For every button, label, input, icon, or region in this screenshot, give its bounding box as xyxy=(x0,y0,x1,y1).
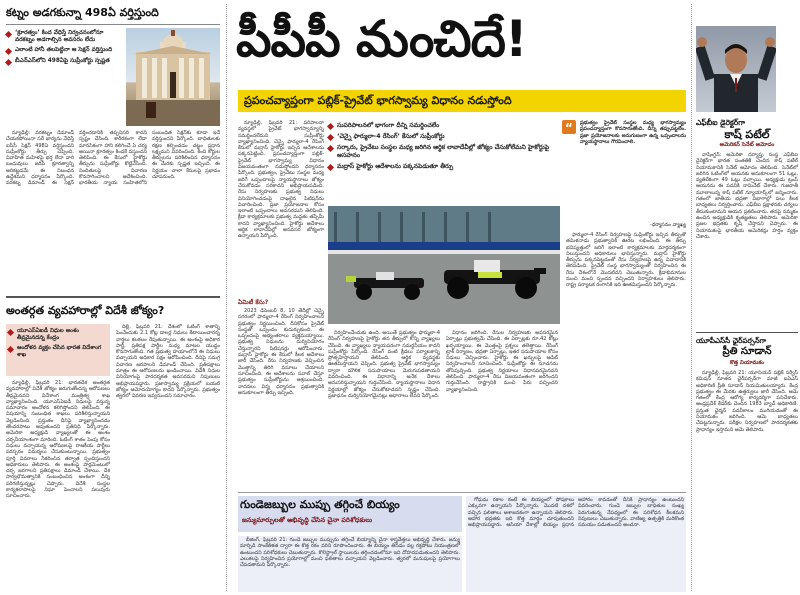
race-photo xyxy=(328,206,560,324)
story1-bullet: ‘క్రూరత్వం’ కింద వేధిస్తే నిర్వచనంలోనూ వరకట్నం అడగాల్సిన అవసరం లేదు xyxy=(6,30,124,44)
bottom-col2: గోధుమ రకాల కంటే ఈ బియ్యంలో పోషకాలు ఎక్కువగా ఉన్నాయని పేర్కొన్నారు. మొదటి దశలో వచ్చిన ఫలితాలు ఆశాజనకంగా ఉన్నాయని తెలిపారు. ఆహార భద్రతకు ఇది కొత్త మార్గం చూపుతుందని అభిప్రాయపడ్డారు. ఆసియా దేశాల్లో బియ్యం ప్రధాన ఆహారం కావడంతో దీనికి ప్రాధాన్యం ఉంటుందని వివరించారు. గుండె జబ్బుల బాధితుల సంఖ్య పెరుగుతున్న నేపథ్యంలో ఈ పరిశోధన కీలకమని నిపుణులు చెబుతున్నారు. వాణిజ్య ఉత్పత్తికి మరికొంత సమయం పడుతుందని అంచనా. xyxy=(466,496,686,592)
main-bullet: ‘చెన్నై ఫార్ములా-4 రేసింగ్‌’ కేసులో సుప్రీంకోర్టు xyxy=(328,133,556,141)
main-bullet: సుపరిపాలనలో భాగంగా దీన్ని సమర్థించలేం xyxy=(328,122,556,130)
story2-headline: అంతర్గత వ్యవహారాల్లో విదేశీ జోక్యం? xyxy=(6,304,165,317)
main-bullet: సర్కారు, ప్రైవేటు సంస్థల మధ్య జరిగిన ఆర్థిక లావాదేవీల్లో జోక్యం చేసుకోలేమని హైకోర్టుపై అసహనం xyxy=(328,144,556,160)
bottom-headline: గుండెజబ్బుల ముప్పు తగ్గించే బియ్యం xyxy=(240,498,400,511)
right-story2-body: న్యూఢిల్లీ, ఫిబ్రవరి 21: యూనియన్ పబ్లిక్ సర్వీస్ కమిషన్ నూతన ఛైర్‌పర్సన్‌గా మాజీ ఐఏఎస్ అధికారిణి ప్రీతి సూడాన్ నియమితులయ్యారు. కేంద్ర ప్రభుత్వం ఈ మేరకు ఉత్తర్వులు జారీ చేసింది. ఆమె గతంలో కేంద్ర ఆరోగ్య కార్యదర్శిగా పనిచేశారు. ఆంధ్రప్రదేశ్ కేడర్‌కు చెందిన 1983 బ్యాచ్ అధికారిణి. ప్రస్తుత ఛైర్మన్ పదవీకాలం ముగియడంతో ఈ నియామకం జరిగింది. ఆమె బాధ్యతలు చేపట్టనున్నారు. పరీక్షల నిర్వహణలో పారదర్శకతకు ప్రాధాన్యం ఇస్తామని ఆమె తెలిపారు. xyxy=(696,370,798,433)
bottom-col1: బీజింగ్, ఫిబ్రవరి 21: గుండె జబ్బుల ముప్పును తగ్గించే బియ్యాన్ని చైనా శాస్త్రవేత్తలు అభివృద్ధి చేశారు. జన్యు మార్పిడి సాంకేతికత ద్వారా ఈ కొత్త రకం వరిని రూపొందించారు. ఈ బియ్యం తినడం వల్ల రక్తపోటు నియంత్రణలో ఉంటుందని పరిశోధకులు చెబుతున్నారు. కొలెస్ట్రాల్ స్థాయిలను తగ్గించడంలోనూ ఇది దోహదపడుతుందని తెలిపారు. ఎలుకలపై నిర్వహించిన ప్రయోగాల్లో మంచి ఫలితాలు వచ్చాయని వెల్లడించారు. త్వరలో మనుషులపై ప్రయోగాలు చేపడతామని పేర్కొన్నారు. xyxy=(238,536,462,592)
story1-bullets xyxy=(6,30,124,68)
story2-bullet: ఆందోళన వ్యక్తం చేసిన భారత విదేశాంగ శాఖ xyxy=(8,345,108,359)
main-col1-body: 2023 డిసెంబర్ 8, 10 తేదీల్లో చెన్నై నగరంలో ఫార్ములా-4 రేసింగ్ నిర్వహించాలని ప్రభుత్వం నిర్ణయించింది. దీనికోసం ప్రైవేట్ సంస్థతో ఒప్పందం కుదుర్చుకుంది. ఈ ఒప్పందంపై అభ్యంతరాలు వ్యక్తమయ్యాయి. ప్రభుత్వ నిధులను దుర్వినియోగం చేస్తున్నారని పిటిషనర్లు ఆరోపించారు. మద్రాస్ హైకోర్టు ఈ కేసులో కీలక ఆదేశాలు జారీ చేసింది. రేసు నిర్వహణకు వెచ్చించిన మొత్తాన్ని తిరిగి వసూలు చేయాలని సూచించింది. ఈ ఆదేశాలను సవాల్ చేస్తూ ప్రభుత్వం సుప్రీంకోర్టును ఆశ్రయించింది. వాదనలు విన్న ధర్మాసనం ప్రభుత్వానికి అనుకూలంగా తీర్పు ఇచ్చింది. xyxy=(238,308,324,396)
story2-body: న్యూఢిల్లీ, ఫిబ్రవరి 21: భారతదేశ అంతర్గత వ్యవహారాల్లో విదేశీ జోక్యం జరుగుతోందన్న ఆరోపణలు తీవ్రమైనవని విదేశాంగ మంత్రిత్వ శాఖ వ్యాఖ్యానించింది. యూఎస్ఏఐడీ నిధులపై వస్తున్న సమాచారం ఆందోళన కలిగిస్తోందని తెలిపింది. ఈ విషయాన్ని సంబంధిత శాఖలు పరిశీలిస్తున్నాయని వెల్లడించింది. ప్రస్తుతం దీనిపై వ్యాఖ్యానించడం తొందరపాటు అవుతుందని ప్రతినిధి పేర్కొన్నారు. అమెరికా అధ్యక్షుడి వ్యాఖ్యలతో ఈ అంశం చర్చనీయాంశంగా మారింది. ఓటింగ్ శాతం పెంపు కోసం నిధులు వచ్చాయన్న ఆరోపణలపై రాజకీయ పార్టీలు పరస్పరం విమర్శలు చేసుకుంటున్నాయి. ప్రభుత్వం పూర్తి వివరాలు సేకరించిన తర్వాత స్పందిస్తుందని అధికారులు తెలిపారు. ఈ అంశంపై పార్లమెంటులో చర్చ జరగాలని ప్రతిపక్షాలు డిమాండ్ చేశాయి. దేశ సార్వభౌమత్వానికి సంబంధించిన అంశంగా దీన్ని పరిగణిస్తున్నట్లు చెప్పారు. విదేశీ సంస్థల కార్యకలాపాలపై నిఘా పెంచాలని పలువురు సూచించారు. xyxy=(6,380,110,500)
story2-bullets xyxy=(8,328,108,362)
main-col2: నిర్వహించేందుకు ఉంది. అయితే ప్రభుత్వం ఫార్ములా-4 రేసింగ్ నిర్వహణపై హైకోర్టు తన తీర్పులో కొన్ని వ్యాఖ్యలు చేసింది. ఈ వ్యాఖ్యలు న్యాయపరంగా సమర్థనీయం కాదని సుప్రీంకోర్టు పేర్కొంది. రేసింగ్ వంటి క్రీడలు పర్యాటకాన్ని ప్రోత్సహిస్తాయని తెలిపింది. ఆర్థిక వ్యవస్థకు ఊతమిస్తాయని చెప్పింది. ప్రభుత్వ ప్రైవేట్ భాగస్వామ్యం ద్వారా మౌలిక సదుపాయాలు మెరుగుపడతాయని వివరించింది. ఈ విధానాన్ని అనేక దేశాలు అనుసరిస్తున్నాయని గుర్తుచేసింది. న్యాయస్థానాలు విధాన నిర్ణయాల్లో జోక్యం చేసుకోకూడదని స్పష్టం చేసింది. ప్రజాధనం దుర్వినియోగమైనట్లు ఆధారాలు లేవని పేర్కొంది. xyxy=(328,330,440,399)
right-story2-kicker: యూపీఎస్‌సీ ఛైర్‌పర్సన్‌గా xyxy=(696,336,767,345)
right-story1-body: వాషింగ్టన్: అమెరికా దర్యాప్తు సంస్థ ఎఫ్‌బీఐ డైరెక్టర్‌గా భారత సంతతికి చెందిన కాష్ పటేల్ నియామకానికి సెనేట్ ఆమోదం తెలిపింది. సెనేట్‌లో జరిగిన ఓటింగ్‌లో ఆయనకు అనుకూలంగా 51 ఓట్లు, వ్యతిరేకంగా 49 ఓట్లు వచ్చాయి. అధ్యక్షుడు ట్రంప్ ఆయనను ఈ పదవికి నామినేట్ చేశారు. గుజరాతీ మూలాలున్న కాష్ పటేల్ న్యూయార్క్‌లో జన్మించారు. గతంలో జాతీయ భద్రతా విభాగాల్లో పలు కీలక బాధ్యతలు నిర్వర్తించారు. ఎఫ్‌బీఐ ప్రక్షాళనకు చర్యలు తీసుకుంటామని ఆయన ప్రకటించారు. తనపై నమ్మకం ఉంచిన అధ్యక్షుడికి కృతజ్ఞతలు తెలిపారు. అమెరికా ప్రజల భద్రతకు కృషి చేస్తానని చెప్పారు. ఈ నియామకంపై భారతీయ అమెరికన్లు హర్షం వ్యక్తం చేశారు. xyxy=(696,152,798,240)
main-bullets xyxy=(328,122,556,174)
left-column xyxy=(4,0,222,595)
main-bullet: మద్రాస్‌ హైకోర్టు ఆదేశాలను పక్కనపెడుతూ తీర్పు xyxy=(328,163,556,171)
right-story1-headline: కాష్‌ పటేల్‌ xyxy=(724,128,770,141)
quote-mark-icon: “ xyxy=(562,120,576,134)
right-story1-kicker: ఎఫ్‌బీఐ డైరెక్టర్‌గా xyxy=(696,118,746,127)
main-col3: విధానం జరిగింది. రేసుల నిర్వహణకు అవసరమైన ఏర్పాట్లు ప్రభుత్వమే చేసింది. ఈ ఏర్పాట్లకు రూ.42 కోట్లు ఖర్చయ్యాయి. ఈ మొత్తంపై ప్రశ్నలు తలెత్తాయి. రేసింగ్ ట్రాక్ నిర్మాణం, భద్రతా ఏర్పాట్లు, ఇతర సదుపాయాల కోసం నిధులు వెచ్చించారు. హైకోర్టు ఈ ఖర్చులపై ఆడిట్ నిర్వహించాలని సూచించింది. సుప్రీంకోర్టు ఈ సూచనను తోసిపుచ్చింది. ప్రభుత్వ నిర్ణయాలు విధానపరమైనవని తెలిపింది. ఫార్ములా-4 రేసు విజయవంతంగా జరిగిందని గుర్తుచేసింది. రాష్ట్రానికి మంచి పేరు వచ్చిందని వ్యాఖ్యానించింది. xyxy=(446,330,558,393)
quote-attribution: -ధర్మాసనం వ్యాఖ్య xyxy=(650,222,686,228)
story2-body-cont: దిల్లీ, ఫిబ్రవరి 21: దేశంలో ఓటింగ్ శాతాన్ని పెంచేందుకు 2.1 కోట్ల డాలర్ల నిధులు కేటాయించారన్న వార్తలు కలకలం రేపుతున్నాయి. ఈ అంశంపై అధికార పార్టీ, ప్రతిపక్ష పార్టీల మధ్య మాటల యుద్ధం కొనసాగుతోంది. గత ప్రభుత్వ హయాంలోనే ఈ నిధులు వచ్చాయని అధికార పక్షం ఆరోపించింది. దీనిపై సమగ్ర విచారణ జరపాలని డిమాండ్ చేసింది. ప్రతిపక్షాలు మాత్రం ఈ ఆరోపణలను ఖండించాయి. విదేశీ నిధుల వినియోగంపై పారదర్శకత అవసరమని నిపుణులు అభిప్రాయపడ్డారు. ప్రజాస్వామ్య ప్రక్రియలో బయటి జోక్యం ఆమోదయోగ్యం కాదని పేర్కొన్నారు. ప్రభుత్వం త్వరలో వివరణ ఇవ్వనుందని సమాచారం. xyxy=(116,324,220,400)
person-portrait-icon xyxy=(696,26,776,112)
story1-bullet: బీఎన్ఎస్‌లోని 498ఏపై సుప్రీంకోర్టు స్పష్టత xyxy=(6,58,124,65)
main-subtitle: ప్రపంచవ్యాప్తంగా పబ్లిక్‌-ప్రైవేట్‌ భాగస్వామ్య విధానం నడుస్తోంది xyxy=(244,94,512,107)
story2-bullet: యూఎస్ఏఐడీ నిధుల అంశం తీవ్రమైనదన్న కేంద్రం xyxy=(8,328,108,342)
main-col1: న్యూఢిల్లీ, ఫిబ్రవరి 21: పరిపాలనా వ్యవస్థలో ప్రైవేట్ భాగస్వామ్యాన్ని సమర్థించలేమని సుప్రీంకోర్టు వ్యాఖ్యానించింది. చెన్నై ఫార్ములా-4 రేసింగ్ కేసులో మద్రాస్ హైకోర్టు ఇచ్చిన ఆదేశాలను పక్కనపెట్టింది. ప్రపంచవ్యాప్తంగా పబ్లిక్-ప్రైవేట్ భాగస్వామ్య విధానం విజయవంతంగా నడుస్తోందని ధర్మాసనం పేర్కొంది. ప్రభుత్వం, ప్రైవేటు సంస్థల మధ్య జరిగే ఒప్పందాలపై న్యాయస్థానాలు జోక్యం చేసుకోవడం సరికాదని అభిప్రాయపడింది. రేసు నిర్వహణకు ప్రభుత్వ నిధులు వినియోగించడంపై దాఖలైన పిటిషన్‌ను విచారించింది. ప్రజా ప్రయోజనాల కోసం ఇలాంటి ఒప్పందాలు అవసరమని తెలిపింది. క్రీడా కార్యక్రమాలకు ప్రభుత్వ మద్దతు తప్పేమీ కాదని వ్యాఖ్యానించింది. హైకోర్టు ఆదేశాలు ఆర్థిక లావాదేవీల్లో అనవసర జోక్యంగా ఉన్నాయని పేర్కొంది. xyxy=(238,120,324,240)
story1-bullet: ఎలాంటి హానీ తలపెట్టినా ఆ సెక్షన్ వర్తిస్తుంది xyxy=(6,47,124,54)
main-col1-head: ఏమిటీ కేసు? xyxy=(238,299,269,306)
supreme-court-photo xyxy=(126,28,220,126)
right-story2-headline: ప్రీతి సూడాన్‌ xyxy=(722,346,772,357)
main-title: పీపీపీ మంచిదే! xyxy=(236,10,527,68)
right-story1-subhead: అమెరికన్ సెనేట్ ఆమోదం xyxy=(719,142,775,148)
kash-patel-photo xyxy=(696,26,776,112)
bottom-subtitle: జన్యుమార్పులతో అభివృద్ధి చేసిన చైనా పరిశోధకులు xyxy=(242,516,373,524)
story1-headline: కట్నం అడగకున్నా 498ఏ వర్తిస్తుంది xyxy=(6,6,159,19)
right-column xyxy=(694,0,800,595)
main-story xyxy=(230,0,690,595)
court-building-icon xyxy=(126,28,220,126)
right-story2-subhead: కొత్త నియామకం xyxy=(729,360,765,366)
story1-body: న్యూఢిల్లీ: వరకట్నం డిమాండ్ చేయకపోయినా సరే భార్యను వేధిస్తే ఐపీసీ సెక్షన్ 498ఏ వర్తిస్తుందని సుప్రీంకోర్టు తీర్పు చెప్పింది. వివాహిత మహిళపై భర్త లేదా వారి బంధువులు జరిపే క్రూరత్వాన్ని అరికట్టడమే ఈ నిబంధన ఉద్దేశమని ధర్మాసనం పేర్కొంది. వరకట్న డిమాండ్ ఈ సెక్షన్ వర్తించడానికి తప్పనిసరి కాదని స్పష్టం చేసింది. శారీరకంగా లేదా మానసికంగా హాని కలిగించే ఏ చర్య అయినా క్రూరత్వం కిందకే వస్తుందని తెలిపింది. ఈ కేసులో హైకోర్టు తీర్పును సుప్రీంకోర్టు కొట్టివేసింది. నిందితులపై విచారణ కొనసాగించాలని ఆదేశించింది. భారతీయ న్యాయ సంహితలోని సంబంధిత సెక్షన్‌కు కూడా ఇదే వర్తిస్తుందని పేర్కొంది. బాధితులకు రక్షణ కల్పించడం చట్టం ప్రధాన లక్ష్యమని వివరించింది. కింది కోర్టుల తీర్పులను పరిశీలించిన ధర్మాసనం ఈ మేరకు స్పష్టత ఇచ్చింది. ఈ నిర్ణయం చాలా కేసులపై ప్రభావం చూపనుంది. xyxy=(6,130,220,187)
race-cars-icon xyxy=(328,206,560,324)
main-quote: ప్రభుత్వం ప్రైవేట్ సంస్థల మధ్య భాగస్వామ్యం ప్రపంచవ్యాప్తంగా కొనసాగుతోంది. దీన్ని తప్పుపట్టలేం. ప్రజా ప్రయోజనాలకు అనుగుణంగా ఉన్న ఒప్పందాలను న్యాయస్థానాలు గౌరవించాలి. xyxy=(580,120,686,145)
main-col4: ఫార్ములా-4 రేసింగ్ నిర్వహణపై సుప్రీంకోర్టు ఇచ్చిన తీర్పుతో తమిళనాడు ప్రభుత్వానికి ఊరట లభించింది. ఈ తీర్పు భవిష్యత్తులో జరిగే ఇలాంటి కార్యక్రమాలకు మార్గదర్శకంగా నిలుస్తుందని అధికారులు భావిస్తున్నారు. మద్రాస్ హైకోర్టు తీర్పును పక్కనపెట్టడంతో రేసు నిర్వహణపై ఉన్న వివాదానికి తెరపడింది. ప్రైవేట్ సంస్థ భాగస్వామ్యంతో నిర్వహించిన ఈ రేసు దేశంలోనే మొదటిదని చెబుతున్నారు. క్రీడాభిమానుల నుంచి మంచి స్పందన వచ్చిందని నిర్వాహకులు తెలిపారు. రాష్ట్ర పర్యాటక రంగానికి ఇది ఊతమిస్తుందని పేర్కొన్నారు. xyxy=(566,232,686,289)
